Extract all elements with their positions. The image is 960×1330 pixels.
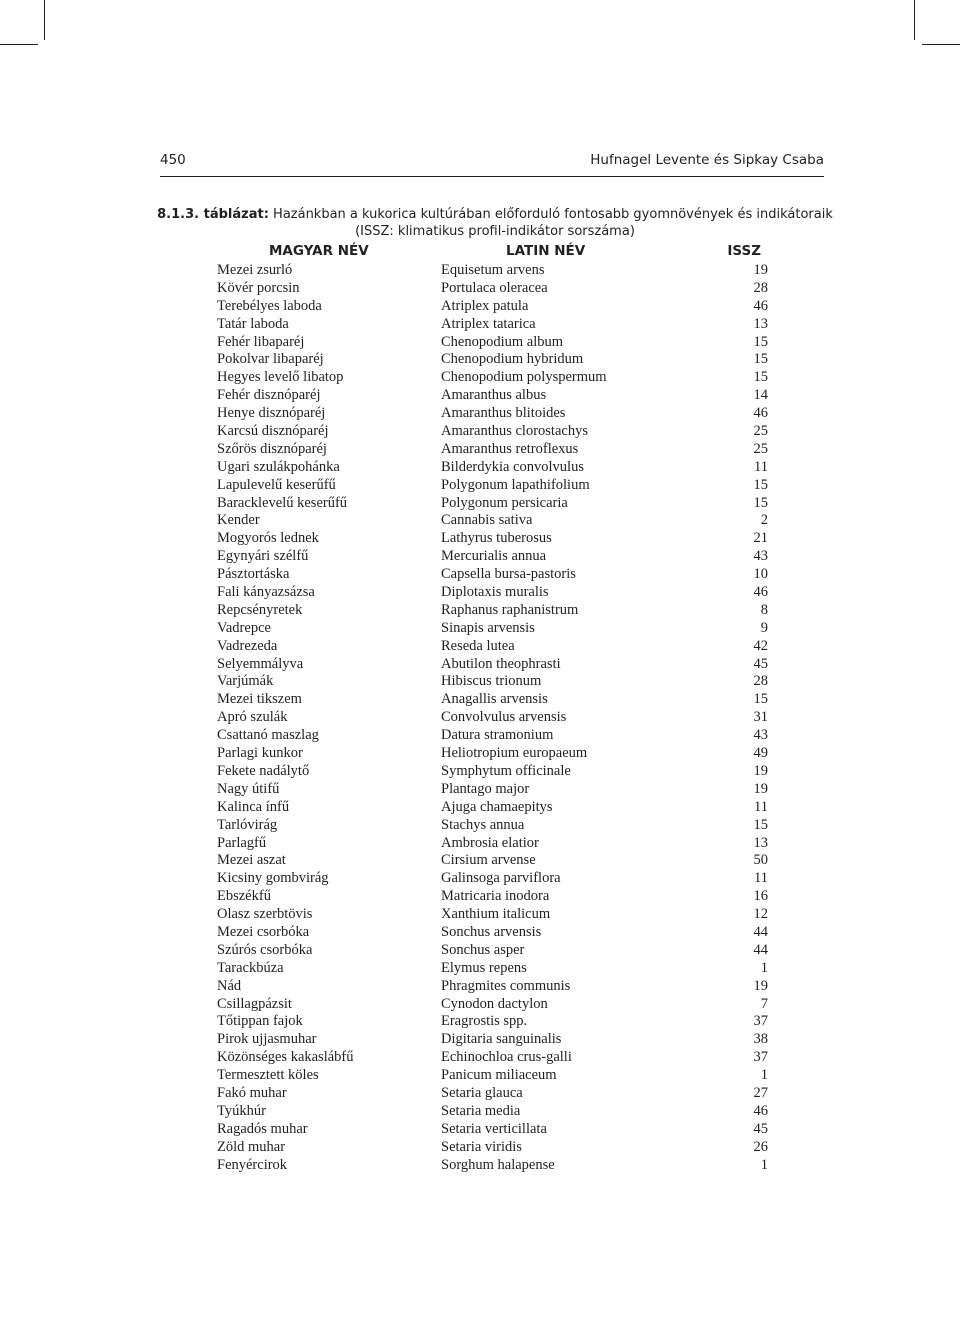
table-row [217, 620, 768, 638]
hungarian-name-cell: Apró szulák [217, 709, 288, 726]
hungarian-name-cell: Szúrós csorbóka [217, 941, 313, 958]
issz-cell: 13 [753, 834, 768, 851]
table-row [217, 870, 768, 888]
hungarian-name-cell: Tatár laboda [217, 315, 289, 332]
hungarian-name-cell: Csillagpázsit [217, 995, 292, 1012]
latin-name-cell: Amaranthus clorostachys [441, 423, 588, 440]
latin-name-cell: Sonchus arvensis [441, 923, 542, 940]
issz-cell: 19 [753, 762, 768, 779]
issz-cell: 25 [753, 423, 768, 440]
crop-mark [914, 0, 915, 40]
issz-cell: 1 [760, 1067, 768, 1084]
issz-cell: 44 [753, 923, 768, 940]
issz-cell: 38 [753, 1031, 768, 1048]
table-row [217, 512, 768, 530]
issz-cell: 19 [753, 780, 768, 797]
table-row [217, 334, 768, 352]
table-row [217, 763, 768, 781]
hungarian-name-cell: Kender [217, 512, 260, 529]
hungarian-name-cell: Olasz szerbtövis [217, 906, 313, 923]
issz-cell: 46 [753, 297, 768, 314]
hungarian-name-cell: Csattanó maszlag [217, 727, 319, 744]
running-head-authors: Hufnagel Levente és Sipkay Csaba [590, 152, 824, 168]
hungarian-name-cell: Varjúmák [217, 673, 274, 690]
table-row [217, 799, 768, 817]
hungarian-name-cell: Mezei tikszem [217, 691, 302, 708]
latin-name-cell: Sinapis arvensis [441, 619, 535, 636]
table-row [217, 262, 768, 280]
table-row [217, 691, 768, 709]
table-row [217, 709, 768, 727]
table-row [217, 602, 768, 620]
hungarian-name-cell: Ebszékfű [217, 888, 271, 905]
issz-cell: 44 [753, 941, 768, 958]
latin-name-cell: Setaria viridis [441, 1138, 522, 1155]
issz-cell: 15 [753, 351, 768, 368]
issz-cell: 11 [754, 870, 768, 887]
issz-cell: 19 [753, 262, 768, 278]
latin-name-cell: Digitaria sanguinalis [441, 1031, 562, 1048]
hungarian-name-cell: Vadrezeda [217, 637, 278, 654]
latin-name-cell: Capsella bursa-pastoris [441, 566, 576, 583]
table-row [217, 817, 768, 835]
latin-name-cell: Chenopodium hybridum [441, 351, 584, 368]
table-caption [150, 206, 840, 240]
issz-cell: 45 [753, 655, 768, 672]
issz-cell: 28 [753, 673, 768, 690]
weed-table [217, 243, 768, 1174]
column-header-latin-name: LATIN NÉV [506, 243, 586, 259]
header-rule [160, 176, 824, 177]
latin-name-cell: Reseda lutea [441, 637, 515, 654]
hungarian-name-cell: Ugari szulákpohánka [217, 458, 340, 475]
hungarian-name-cell: Mezei csorbóka [217, 923, 310, 940]
issz-cell: 9 [760, 619, 768, 636]
latin-name-cell: Sonchus asper [441, 941, 525, 958]
table-row [217, 459, 768, 477]
hungarian-name-cell: Kövér porcsin [217, 279, 300, 296]
issz-cell: 27 [753, 1084, 768, 1101]
latin-name-cell: Heliotropium europaeum [441, 745, 588, 762]
issz-cell: 13 [753, 315, 768, 332]
table-row [217, 781, 768, 799]
latin-name-cell: Plantago major [441, 780, 530, 797]
table-row [217, 423, 768, 441]
table-row [217, 978, 768, 996]
hungarian-name-cell: Tarlóvirág [217, 816, 278, 833]
table-row [217, 280, 768, 298]
issz-cell: 42 [753, 637, 768, 654]
column-header-issz: ISSZ [727, 243, 761, 259]
latin-name-cell: Symphytum officinale [441, 762, 571, 779]
table-row [217, 441, 768, 459]
issz-cell: 10 [753, 566, 768, 583]
latin-name-cell: Sorghum halapense [441, 1156, 555, 1173]
table-row [217, 638, 768, 656]
hungarian-name-cell: Egynyári szélfű [217, 548, 309, 565]
hungarian-name-cell: Ragadós muhar [217, 1120, 308, 1137]
table-row [217, 584, 768, 602]
table-row [217, 1049, 768, 1067]
issz-cell: 1 [760, 959, 768, 976]
latin-name-cell: Matricaria inodora [441, 888, 550, 905]
latin-name-cell: Setaria media [441, 1102, 521, 1119]
hungarian-name-cell: Fenyércirok [217, 1156, 288, 1173]
table-row [217, 530, 768, 548]
table-row [217, 1067, 768, 1085]
table-body [217, 262, 768, 1174]
hungarian-name-cell: Repcsényretek [217, 601, 303, 618]
issz-cell: 16 [753, 888, 768, 905]
issz-cell: 26 [753, 1138, 768, 1155]
latin-name-cell: Mercurialis annua [441, 548, 547, 565]
table-row [217, 745, 768, 763]
hungarian-name-cell: Tőtippan fajok [217, 1013, 303, 1030]
issz-cell: 15 [753, 816, 768, 833]
table-row [217, 924, 768, 942]
table-row [217, 387, 768, 405]
running-head [160, 152, 824, 174]
issz-cell: 50 [753, 852, 768, 869]
table-row [217, 1013, 768, 1031]
hungarian-name-cell: Pokolvar libaparéj [217, 351, 324, 368]
hungarian-name-cell: Karcsú disznóparéj [217, 423, 329, 440]
issz-cell: 8 [760, 601, 768, 618]
hungarian-name-cell: Nagy útifű [217, 780, 280, 797]
table-row [217, 316, 768, 334]
latin-name-cell: Ajuga chamaepitys [441, 798, 553, 815]
issz-cell: 15 [753, 333, 768, 350]
latin-name-cell: Eragrostis spp. [441, 1013, 528, 1030]
hungarian-name-cell: Tarackbúza [217, 959, 284, 976]
crop-mark [922, 44, 960, 45]
table-row [217, 495, 768, 513]
caption-title: Hazánkban a kukorica kultúrában előforduló fontosabb gyomnövények és indikátoraik [268, 207, 833, 222]
hungarian-name-cell: Szőrös disznóparéj [217, 440, 327, 457]
hungarian-name-cell: Mezei aszat [217, 852, 286, 869]
latin-name-cell: Hibiscus trionum [441, 673, 542, 690]
crop-mark [0, 44, 38, 45]
table-row [217, 852, 768, 870]
hungarian-name-cell: Kicsiny gombvirág [217, 870, 329, 887]
latin-name-cell: Raphanus raphanistrum [441, 601, 579, 618]
latin-name-cell: Setaria verticillata [441, 1120, 547, 1137]
table-row [217, 548, 768, 566]
latin-name-cell: Galinsoga parviflora [441, 870, 561, 887]
issz-cell: 43 [753, 727, 768, 744]
hungarian-name-cell: Fakó muhar [217, 1084, 287, 1101]
hungarian-name-cell: Fali kányazsázsa [217, 584, 315, 601]
latin-name-cell: Chenopodium polyspermum [441, 369, 607, 386]
latin-name-cell: Anagallis arvensis [441, 691, 548, 708]
issz-cell: 43 [753, 548, 768, 565]
issz-cell: 19 [753, 977, 768, 994]
table-row [217, 906, 768, 924]
table-row [217, 298, 768, 316]
issz-cell: 46 [753, 405, 768, 422]
latin-name-cell: Amaranthus retroflexus [441, 440, 579, 457]
latin-name-cell: Phragmites communis [441, 977, 571, 994]
latin-name-cell: Convolvulus arvensis [441, 709, 567, 726]
issz-cell: 45 [753, 1120, 768, 1137]
latin-name-cell: Amaranthus albus [441, 387, 547, 404]
issz-cell: 12 [753, 906, 768, 923]
hungarian-name-cell: Kalinca ínfű [217, 798, 290, 815]
issz-cell: 37 [753, 1049, 768, 1066]
page-number: 450 [160, 152, 186, 168]
issz-cell: 15 [753, 476, 768, 493]
issz-cell: 15 [753, 494, 768, 511]
issz-cell: 14 [753, 387, 768, 404]
latin-name-cell: Abutilon theophrasti [441, 655, 561, 672]
hungarian-name-cell: Hegyes levelő libatop [217, 369, 344, 386]
hungarian-name-cell: Lapulevelű keserűfű [217, 476, 336, 493]
latin-name-cell: Portulaca oleracea [441, 279, 548, 296]
table-row [217, 960, 768, 978]
table-row [217, 351, 768, 369]
issz-cell: 28 [753, 279, 768, 296]
latin-name-cell: Elymus repens [441, 959, 527, 976]
table-row [217, 673, 768, 691]
hungarian-name-cell: Parlagfű [217, 834, 267, 851]
issz-cell: 11 [754, 458, 768, 475]
hungarian-name-cell: Terebélyes laboda [217, 297, 322, 314]
latin-name-cell: Equisetum arvens [441, 262, 545, 278]
issz-cell: 25 [753, 440, 768, 457]
latin-name-cell: Cynodon dactylon [441, 995, 548, 1012]
hungarian-name-cell: Fehér disznóparéj [217, 387, 321, 404]
latin-name-cell: Stachys annua [441, 816, 525, 833]
table-row [217, 369, 768, 387]
latin-name-cell: Cannabis sativa [441, 512, 533, 529]
table-row [217, 1157, 768, 1175]
table-row [217, 835, 768, 853]
issz-cell: 2 [760, 512, 768, 529]
table-row [217, 656, 768, 674]
latin-name-cell: Diplotaxis muralis [441, 584, 549, 601]
latin-name-cell: Bilderdykia convolvulus [441, 458, 584, 475]
issz-cell: 15 [753, 369, 768, 386]
hungarian-name-cell: Mogyorós lednek [217, 530, 319, 547]
table-row [217, 888, 768, 906]
hungarian-name-cell: Henye disznóparéj [217, 405, 326, 422]
table-row [217, 566, 768, 584]
issz-cell: 31 [753, 709, 768, 726]
hungarian-name-cell: Közönséges kakaslábfű [217, 1049, 354, 1066]
hungarian-name-cell: Pirok ujjasmuhar [217, 1031, 317, 1048]
issz-cell: 46 [753, 584, 768, 601]
issz-cell: 11 [754, 798, 768, 815]
latin-name-cell: Atriplex tatarica [441, 315, 536, 332]
hungarian-name-cell: Pásztortáska [217, 566, 290, 583]
latin-name-cell: Cirsium arvense [441, 852, 536, 869]
latin-name-cell: Lathyrus tuberosus [441, 530, 552, 547]
hungarian-name-cell: Fehér libaparéj [217, 333, 305, 350]
issz-cell: 37 [753, 1013, 768, 1030]
latin-name-cell: Polygonum lapathifolium [441, 476, 590, 493]
latin-name-cell: Echinochloa crus-galli [441, 1049, 572, 1066]
hungarian-name-cell: Nád [217, 977, 242, 994]
latin-name-cell: Atriplex patula [441, 297, 529, 314]
table-row [217, 477, 768, 495]
hungarian-name-cell: Parlagi kunkor [217, 745, 303, 762]
hungarian-name-cell: Fekete nadálytő [217, 762, 310, 779]
caption-line-2: (ISSZ: klimatikus profil-indikátor sorszáma) [355, 224, 635, 239]
table-row [217, 405, 768, 423]
table-row [217, 1031, 768, 1049]
issz-cell: 7 [760, 995, 768, 1012]
latin-name-cell: Chenopodium album [441, 333, 564, 350]
table-row [217, 1103, 768, 1121]
latin-name-cell: Panicum miliaceum [441, 1067, 557, 1084]
latin-name-cell: Datura stramonium [441, 727, 554, 744]
hungarian-name-cell: Vadrepce [217, 619, 271, 636]
latin-name-cell: Setaria glauca [441, 1084, 523, 1101]
hungarian-name-cell: Selyemmályva [217, 655, 304, 672]
column-header-hungarian-name: MAGYAR NÉV [269, 243, 369, 259]
latin-name-cell: Ambrosia elatior [441, 834, 539, 851]
issz-cell: 15 [753, 691, 768, 708]
table-header [217, 243, 768, 262]
crop-mark [44, 0, 45, 40]
hungarian-name-cell: Mezei zsurló [217, 262, 293, 278]
table-row [217, 727, 768, 745]
hungarian-name-cell: Zöld muhar [217, 1138, 286, 1155]
caption-label: 8.1.3. táblázat: [157, 207, 269, 222]
hungarian-name-cell: Baracklevelű keserűfű [217, 494, 348, 511]
latin-name-cell: Xanthium italicum [441, 906, 551, 923]
table-row [217, 1085, 768, 1103]
issz-cell: 46 [753, 1102, 768, 1119]
table-row [217, 1139, 768, 1157]
latin-name-cell: Polygonum persicaria [441, 494, 568, 511]
issz-cell: 49 [753, 745, 768, 762]
hungarian-name-cell: Termesztett köles [217, 1067, 319, 1084]
issz-cell: 1 [760, 1156, 768, 1173]
table-row [217, 1121, 768, 1139]
table-row [217, 942, 768, 960]
hungarian-name-cell: Tyúkhúr [217, 1102, 266, 1119]
table-row [217, 996, 768, 1014]
issz-cell: 21 [753, 530, 768, 547]
latin-name-cell: Amaranthus blitoides [441, 405, 566, 422]
caption-line-1 [150, 206, 840, 223]
